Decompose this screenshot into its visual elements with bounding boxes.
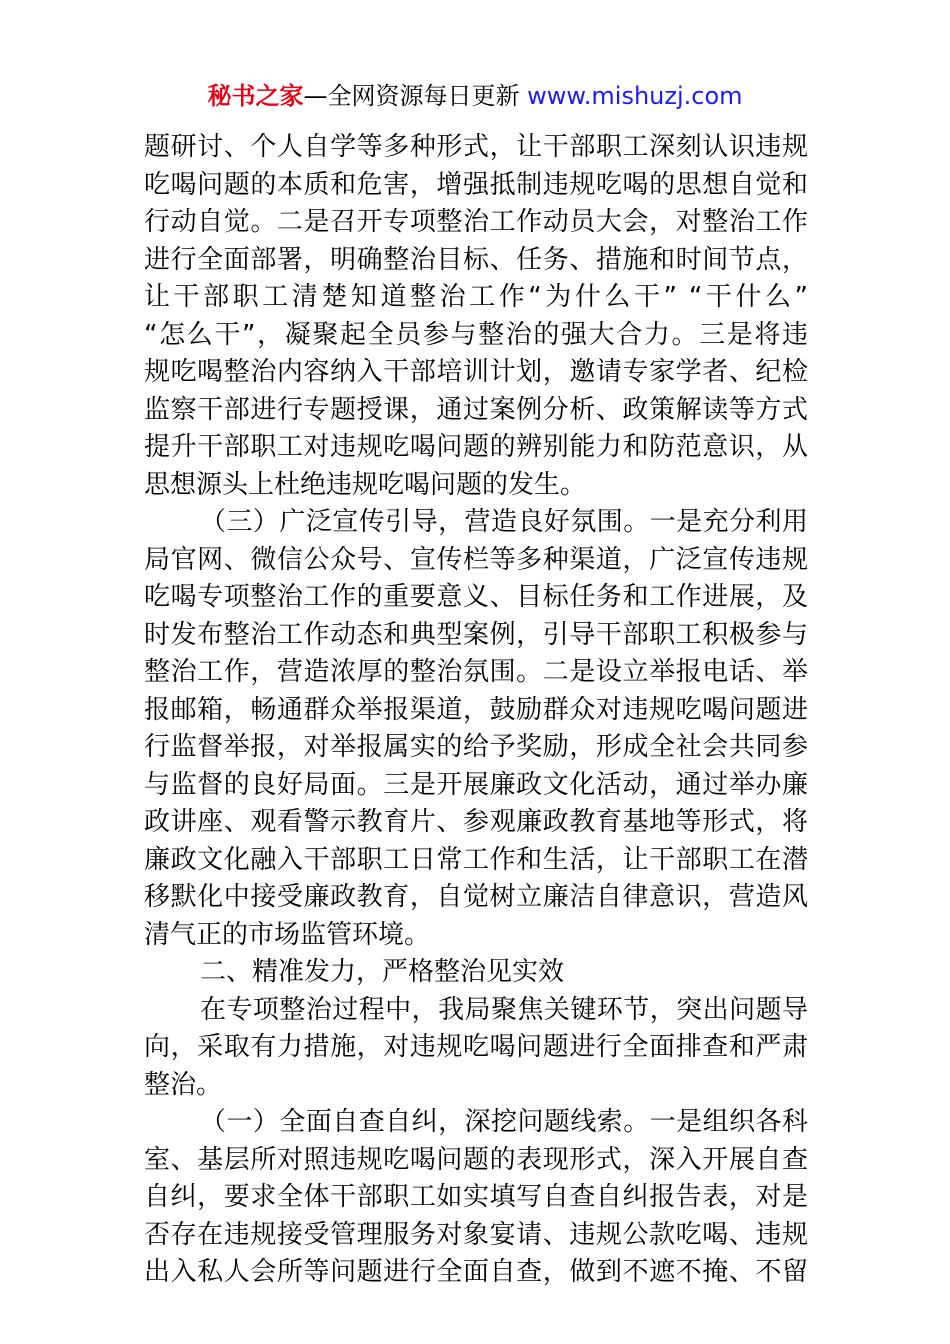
text-line: 让干部职工清楚知道整治工作“为什么干” “干什么” (144, 282, 808, 312)
section-heading: 二、精准发力，严格整治见实效 (200, 957, 565, 987)
text-line: 提升干部职工对违规吃喝问题的辨别能力和防范意识，从 (144, 432, 808, 462)
text-line: 否存在违规接受管理服务对象宴请、违规公款吃喝、违规 (144, 1219, 808, 1250)
page-header (0, 80, 950, 112)
text-line: （一）全面自查自纠，深挖问题线索。一是组织各科 (200, 1107, 808, 1137)
text-line: 廉政文化融入干部职工日常工作和生活，让干部职工在潜 (144, 844, 808, 875)
text-line: （三）广泛宣传引导，营造良好氛围。一是充分利用 (200, 507, 808, 537)
text-line: 时发布整治工作动态和典型案例，引导干部职工积极参与 (144, 619, 808, 650)
text-line: 移默化中接受廉政教育，自觉树立廉洁自律意识，营造风 (144, 882, 808, 912)
text-line: 室、基层所对照违规吃喝问题的表现形式，深入开展自查 (144, 1144, 808, 1175)
text-line: 行动自觉。二是召开专项整治工作动员大会，对整治工作 (144, 207, 808, 237)
site-link[interactable]: www.mishuzj.com (527, 82, 743, 110)
text-line: 进行全面部署，明确整治目标、任务、措施和时间节点， (144, 244, 808, 275)
text-line: 自纠，要求全体干部职工如实填写自查自纠报告表，对是 (144, 1182, 808, 1212)
text-line: 规吃喝整治内容纳入干部培训计划，邀请专家学者、纪检 (144, 357, 808, 387)
text-line: 整治工作，营造浓厚的整治氛围。二是设立举报电话、举 (144, 657, 808, 687)
text-line: 吃喝专项整治工作的重要意义、目标任务和工作进展，及 (144, 582, 808, 612)
body-text (144, 129, 808, 1292)
text-line: 行监督举报，对举报属实的给予奖励，形成全社会共同参 (144, 732, 808, 762)
text-line: 向，采取有力措施，对违规吃喝问题进行全面排查和严肃 (144, 1032, 808, 1062)
text-line: 思想源头上杜绝违规吃喝问题的发生。 (144, 469, 587, 500)
text-line: 局官网、微信公众号、宣传栏等多种渠道，广泛宣传违规 (144, 544, 808, 575)
text-line: 在专项整治过程中，我局聚焦关键环节，突出问题导 (200, 994, 808, 1025)
text-line: 政讲座、观看警示教育片、参观廉政教育基地等形式，将 (144, 807, 808, 837)
text-line: 与监督的良好局面。三是开展廉政文化活动，通过举办廉 (144, 769, 808, 800)
text-line: 整治。 (144, 1069, 223, 1100)
text-line: 题研讨、个人自学等多种形式，让干部职工深刻认识违规 (144, 132, 808, 162)
text-line: 监察干部进行专题授课，通过案例分析、政策解读等方式 (144, 394, 808, 425)
header-tagline: —全网资源每日更新 (303, 82, 528, 110)
text-line: 报邮箱，畅通群众举报渠道，鼓励群众对违规吃喝问题进 (144, 694, 808, 725)
brand-name: 秘书之家 (207, 82, 304, 110)
text-line: 清气正的市场监管环境。 (144, 919, 431, 950)
text-line: 出入私人会所等问题进行全面自查，做到不遮不掩、不留 (144, 1257, 808, 1287)
text-line: “怎么干”，凝聚起全员参与整治的强大合力。三是将违 (144, 319, 808, 350)
text-line: 吃喝问题的本质和危害，增强抵制违规吃喝的思想自觉和 (144, 169, 808, 200)
